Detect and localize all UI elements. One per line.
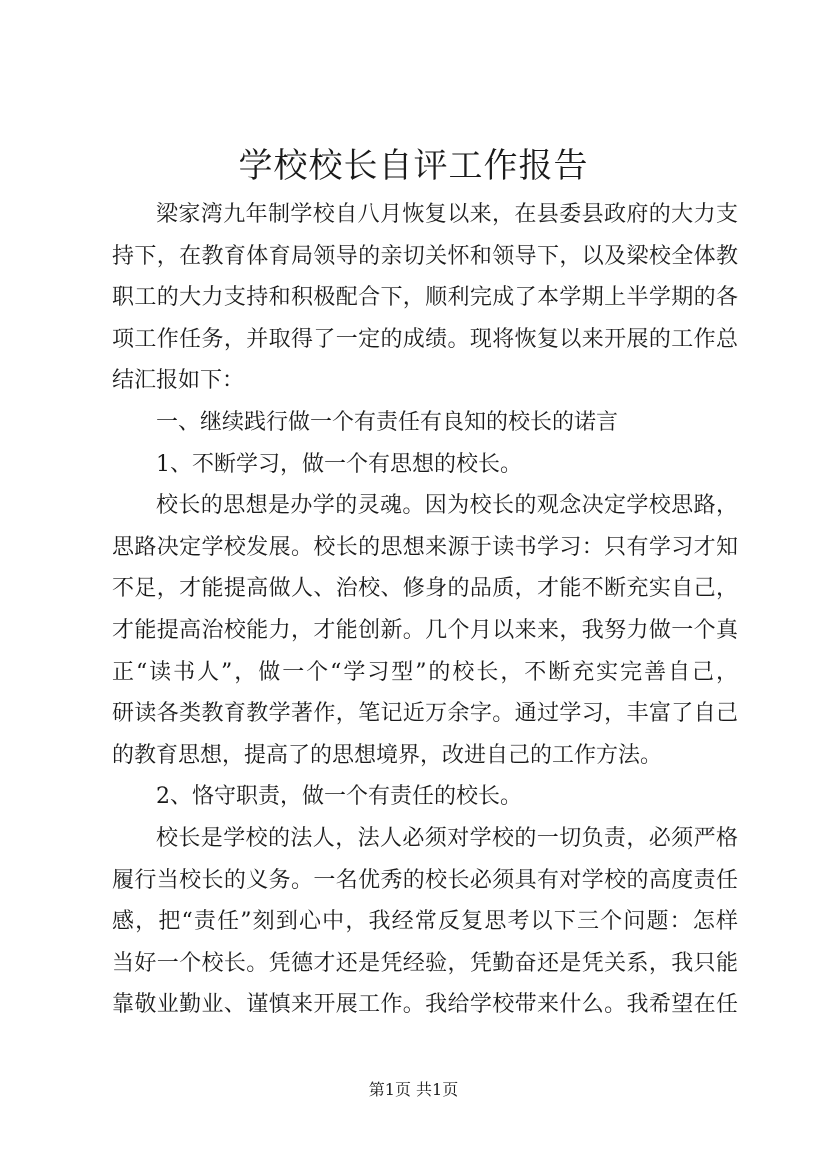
- text-line: 才能提高治校能力，才能创新。几个月以来来，我努力做一个真: [112, 617, 738, 643]
- text-line: 2、恪守职责，做一个有责任的校长。: [156, 784, 522, 810]
- text-line: 的教育思想，提高了的思想境界，改进自己的工作方法。: [112, 742, 663, 768]
- document-title: 学校校长自评工作报告: [238, 146, 589, 186]
- document-body: [112, 194, 738, 1026]
- text-line: 梁家湾九年制学校自八月恢复以来，在县委县政府的大力支: [156, 202, 738, 227]
- text-line: 校长是学校的法人，法人必须对学校的一切负责，必须严格: [156, 825, 738, 851]
- text-line: 一、继续践行做一个有责任有良知的校长的诺言: [156, 409, 619, 435]
- text-line: 项工作任务，并取得了一定的成绩。现将恢复以来开展的工作总: [112, 326, 738, 352]
- text-line: 正“读书人”，做一个“学习型”的校长，不断充实完善自己，: [112, 659, 738, 685]
- text-line: 职工的大力支持和积极配合下，顺利完成了本学期上半学期的各: [112, 285, 738, 311]
- text-line: 持下，在教育体育局领导的亲切关怀和领导下，以及梁校全体教: [112, 243, 738, 269]
- text-line: 履行当校长的义务。一名优秀的校长必须具有对学校的高度责任: [112, 867, 738, 893]
- text-line: 不足，才能提高做人、治校、修身的品质，才能不断充实自己，: [112, 576, 738, 602]
- text-line: 靠敬业勤业、谨慎来开展工作。我给学校带来什么。我希望在任: [112, 992, 738, 1018]
- text-line: 校长的思想是办学的灵魂。因为校长的观念决定学校思路，: [156, 493, 738, 519]
- text-line: 结汇报如下：: [112, 368, 245, 394]
- text-line: 思路决定学校发展。校长的思想来源于读书学习：只有学习才知: [112, 534, 738, 560]
- text-line: 1、不断学习，做一个有思想的校长。: [156, 451, 522, 477]
- text-line: 感，把“责任”刻到心中，我经常反复思考以下三个问题：怎样: [112, 909, 738, 935]
- page-footer: 第1页 共1页: [368, 1080, 459, 1099]
- text-line: 当好一个校长。凭德才还是凭经验，凭勤奋还是凭关系，我只能: [112, 950, 738, 976]
- text-line: 研读各类教育教学著作，笔记近万余字。通过学习，丰富了自己: [112, 701, 738, 727]
